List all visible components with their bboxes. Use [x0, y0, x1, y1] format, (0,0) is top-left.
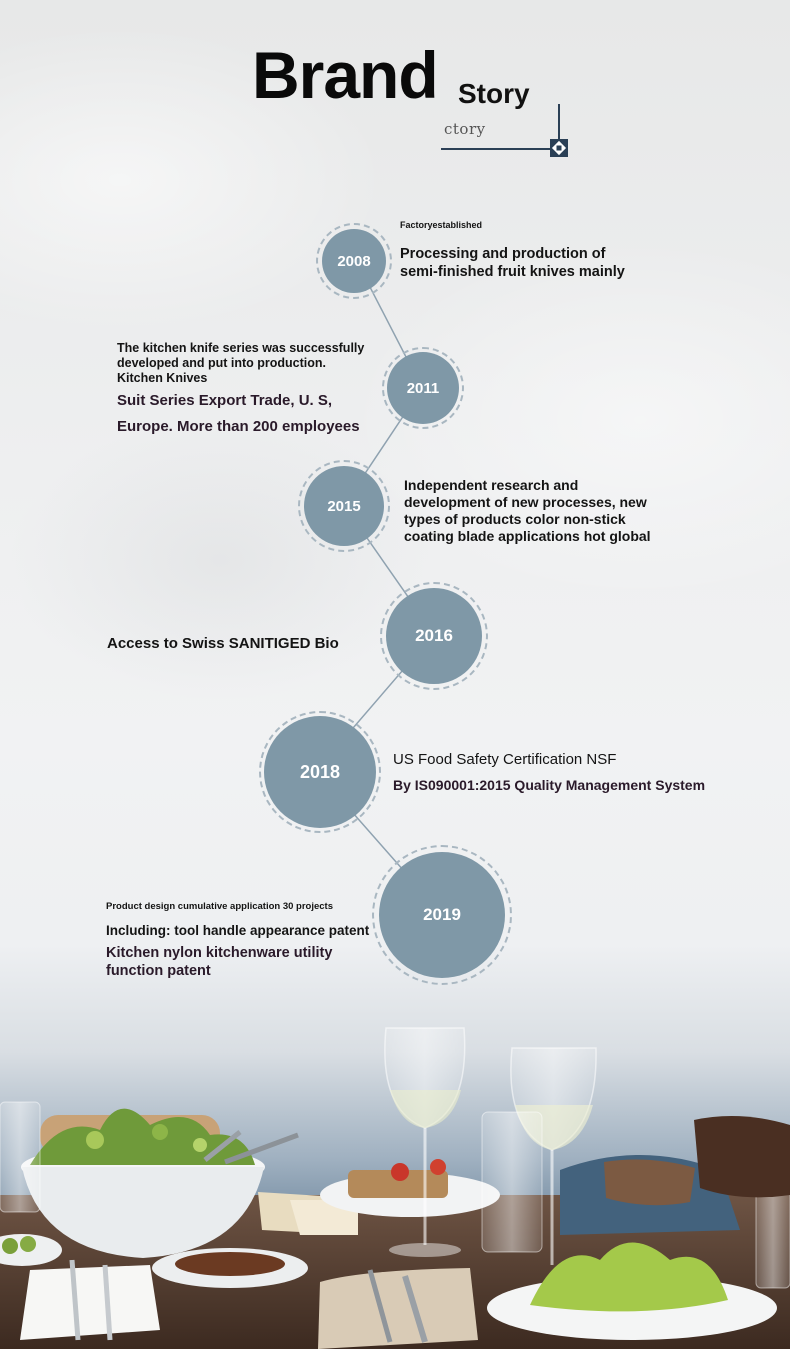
text-2019-line1: Including: tool handle appearance patent — [106, 923, 370, 938]
text-2018-line2: By IS090001:2015 Quality Management System — [393, 777, 706, 793]
text-2015-line3: types of products color non-stick — [404, 511, 626, 527]
story-subtitle: ctory — [444, 120, 486, 138]
year-circle-2018: 2018 — [264, 716, 376, 828]
text-2011-line1: Suit Series Export Trade, U. S, — [117, 392, 333, 409]
text-2008-line1: Processing and production of — [400, 246, 606, 262]
text-2019-line3: function patent — [106, 963, 211, 979]
note-2019: Product design cumulative application 30 projects — [106, 901, 333, 912]
year-circle-2011: 2011 — [387, 352, 459, 424]
text-2015-line4: coating blade applications hot global — [404, 528, 651, 544]
intro-2011-line3: Kitchen Knives — [117, 371, 208, 385]
intro-2011-line2: developed and put into production. — [117, 356, 327, 370]
text-2011-line2: Europe. More than 200 employees — [117, 418, 360, 435]
year-circle-2016: 2016 — [386, 588, 482, 684]
year-circle-2019: 2019 — [379, 852, 505, 978]
dining-table-photo — [0, 1020, 790, 1349]
year-circle-2015: 2015 — [304, 466, 384, 546]
story-title: Story — [458, 78, 530, 109]
text-2015-line2: development of new processes, new — [404, 494, 647, 510]
text-2008-line2: semi-finished fruit knives mainly — [400, 264, 625, 280]
text-2015-line1: Independent research and — [404, 477, 579, 493]
year-circle-2008: 2008 — [322, 229, 386, 293]
text-2016-line1: Access to Swiss SANITIGED Bio — [107, 635, 339, 652]
note-2008: Factoryestablished — [400, 220, 483, 230]
text-2018-line1: US Food Safety Certification NSF — [393, 751, 617, 768]
intro-2011-line1: The kitchen knife series was successfully — [117, 341, 365, 355]
text-2019-line2: Kitchen nylon kitchenware utility — [106, 945, 333, 961]
brand-title: Brand — [252, 38, 438, 112]
